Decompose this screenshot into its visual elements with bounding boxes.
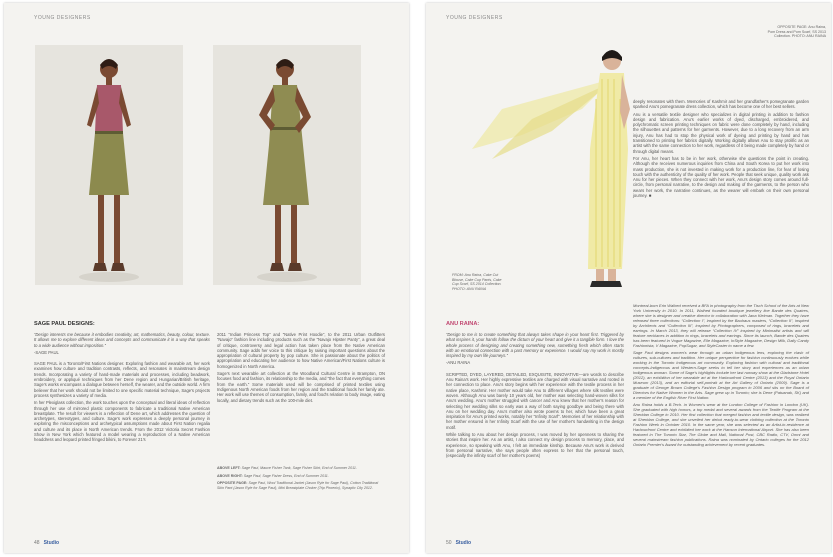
magazine-name: Studio xyxy=(455,540,472,546)
body-paragraph: deeply resonates with them. Memories of Kashmir and her grandfather's pomegranate garden sparked Anu's pomegranate dress collection, which has become one of her best sellers. xyxy=(633,99,809,110)
designer-bios xyxy=(633,303,809,449)
bio-sage-paul: Sage Paul designs women's wear through an urban Indigenous lens, exploring the clash of cultures, sub-cultures and tradition. Her unique perspective for fashion continuously evolves while working in the Toronto Indigenous art community. Exploring fashion with cultural and traditional concepts-Indigenous and Western-Sage seeks to tell her story and experiences as an urban Indigenous woman. Some of Sage's highlights include her last runway show at the Gladstone Hotel (2012), an exhibition of her wearable art at the Harbourfront Centre (2013) and the Royal Ontario Museum (2013), and an editorial self-portrait at the Art Gallery of Ontario (2009). Sage is a graduate of George Brown College's Fashion Design program in 2006 and sits on the Board of Directors for Native Women in the Arts. Sage grew up in Toronto; she is Dene (Patuanak, SK) and a member of the English River First Nation. xyxy=(633,350,809,400)
photo-sage-paul-tank-skirt xyxy=(35,45,183,285)
model-figure-right xyxy=(213,45,361,285)
photo-anu-raina-pom-dress xyxy=(462,39,638,301)
top-caption: OPPOSITE PAGE: Anu Raina, Pom Dress and Pom Scarf, SS 2013 Collection. PHOTO: ANU RAINA xyxy=(767,25,826,39)
page-footer xyxy=(34,540,59,546)
bio-anu-raina: Anu Raina holds a B.Tech. in Women's wear at the London College of Fashion in London (UK). She graduated with high honors, a top medal and several awards from the Textile Program at the Sheridan College in 2010. Her first collection that merged fashion and textile design, was realized at Sheridan College, and she unveiled her debut ready-to-wear clothing collection at the Toronto Fashion Week in October 2010. In the same year, she was selected as an Artist-in-residence at Harbourfront Centre and exhibited her work at the Hanson International Airport. She has also been featured in The Toronto Star, The Globe and Mail, National Post, CBC Radio, CTV, Omni and several mainstream fashion publications. Raina was nominated by Ontario colleges for the 2012 Ontario Premier's Award for outstanding achievement by recent graduates. xyxy=(633,402,809,447)
designer-quote: “Design to me is to create something that always takes shape in your heart first. Triggered by what inspires it, your hands follow the dictum of your heart and give it a tangible form. I love the whole process of designing and creating something new, something fresh which often starts with an emotional connection with a past memory or experience. I would say my work is mostly inspired by my own life journeys.” xyxy=(446,332,624,359)
photo-caption: FROM: Anu Raina, Cake Cut Blouse, Cake Cup Pants, Cake Cup Scarf, SS 2014 Collection. PHOTO: ANU RAINA xyxy=(452,273,502,291)
right-column-1 xyxy=(446,332,624,461)
body-paragraph: 2011 “Indian Princess Top” and “Native Print Hoodie”, to the 2011 Urban Outfitters “Navajo” fashion line including products such as the “Navajo Hipster Panty”, a great deal of critique, controversy and legal action has taken place from the Native American community. Sage adds her voice to this critique by raising important questions about the appropriation of cultural property by pop culture. She is passionate about the politics of appropriation and educating her audience to how Native American/First Nations culture is homogenized in North America. xyxy=(217,332,385,369)
model-figure-yellow xyxy=(462,39,638,301)
photo-captions xyxy=(217,466,385,490)
left-column-1 xyxy=(34,332,210,445)
quote-attribution: -ANU RAINA xyxy=(446,360,471,366)
photo-sage-paul-dress xyxy=(213,45,361,285)
caption-opposite-page: OPPOSITE PAGE: Sage Paul, Wool Traditional Jacket (Jason Ryle for Sage Paul), Cotton Traditional Skin Pant (Jason Ryle for Sage Paul), Mini Breastplate Choker (Trip Phoenix), Synaptic City 2012. xyxy=(217,481,379,490)
caption-above-left: ABOVE LEFT: Sage Paul, Mauve Fisher Tank, Sage Fisher Skirt, End of Summer 2011. xyxy=(217,466,357,470)
magazine-name: Studio xyxy=(43,540,60,546)
left-page xyxy=(4,3,409,553)
page-number: 48 xyxy=(34,540,40,546)
body-paragraph: SCRIPTED, DYED, LAYERED, DETAILED, EXQUISITE, INNOVATIVE—are words to describe Anu Raina's work. Her highly expressive textiles are charged with visual narrative and rooted in her connection to place. Anu's story begins with her experience with the textile process in her native place, Kashmir. Her mother would take Anu to different villages where silk textiles were woven. Although Anu was barely 10 years old, her mother was selecting hand-woven silks for Anu's wedding. Anu's mother struggled with cancer and Anu knew that her mother's reason for selecting her wedding silks so early was a way of both saying goodbye and being there with Anu on her wedding day. Anu's mother also wrote poems to her, which have been a great inspiration for Anu's printed works, notably her “Infinity Scarf”. Memories of her relationship with her mother ensured in her Infinity Scarf with the use of her mother's handwriting in the design motif. xyxy=(446,371,624,430)
body-paragraph: While talking to Anu about her design process, I was moved by her openness to sharing the stories that inspire her. As an artist, I also connect my design process to memory, place, and experience, so speaking with Anu, I felt an immediate kinship. Because Anu's work is derived from personal narrative, she says people often express to her that the personal touch, (especially the infinity scarf of her mother's poems) xyxy=(446,432,624,459)
right-column-2-top xyxy=(633,99,809,200)
body-paragraph: Anu is a versatile textile designer who specializes in digital printing in addition to fashion design and fabrication. Anu's earlier works of dyed, discharged, embroidered, and polychromatic screen printing techniques on fabric were done completely by hand, including the silhouettes and patterns for her garments. However, due to a long recovery from an arm injury, Anu has had to stop the physical work of dyeing and printing by hand and has transitioned to printing her fabrics digitally. Working digitally allows Anu to stay prolific as an artist with the same connection to her work, regardless of it being made completely by hand or through digital means. xyxy=(633,111,809,154)
body-paragraph: In her Plexiglass collection, the work touches upon the conceptual and literal ideas of reflection through her use of mirrored plastic components to fabricate a traditional Native American breastplate. The result for viewers is a reflection of Dene art, which addresses the question of archetypes, stereotypes, and culture. Sage's work expresses a deeply personal journey in exploring the misconceptions and archetypical assumptions made about First Nation regalia and culture and its place in North American trends. From the 2012 Victoria Secret Fashion Show in New York which featured a model wearing a reproduction of a Native American headdress and leopard printed fringed bikini, to Forever 21's xyxy=(34,400,210,443)
quote-attribution: -SAGE PAUL xyxy=(34,349,59,355)
caption-above-right: ABOVE RIGHT: Sage Paul, Sage Fisher Dress, End of Summer 2011. xyxy=(217,473,329,478)
left-column-2 xyxy=(217,332,385,405)
section-label: YOUNG DESIGNERS xyxy=(34,15,91,21)
page-number: 50 xyxy=(446,540,452,546)
right-page xyxy=(426,3,831,553)
body-paragraph: SAGE PAUL is a Toronto/First Nations designer. Exploring fashion and wearable art, her work examines how culture and tradition contrasts, reflects, and resonates in mainstream design trends. Incorporating a variety of hand-made materials and processes, including beadwork, embroidery, or appliqué techniques from her Dene region and Hungarian/British heritage, Sage's works encompass a dialogue between herself, the wearer, and the outside world. A firm believer that her work should not be limited to one specific material technique, Sage's projects process synthesizes a variety of media. xyxy=(34,361,210,398)
body-paragraph: For Anu, her heart has to be in her work, otherwise she questions the point in creating. Although she receives numerous inquiries from China and South Korea to put her work into mass production, she is not invested in making work for a production line, for fear of losing touch with the authenticity of the quality of her work. People that seek unique, quality work ask Anu for her pieces. When they connect with her work, Anu's design story comes around full-circle, from personal narrative, to the design and making of the garments, to the person who wears her work, the narrative continues, as the wearer will embark on their own personal journey. ■ xyxy=(633,155,809,199)
designer-quote: “Design interests me because it embodies creativity, art, mathematics, beauty, colour, texture. It allows me to explore different ideas and concepts and communicate it in a way that speaks to a wide audience without imposition.” xyxy=(34,332,210,348)
designer-heading: ANU RAINA: xyxy=(446,321,480,327)
bio-erin-walhed: Montreal-born Erin Walhed received a BFA in photography from the Tisch School of the Arts at New York University in 2010. In 2011, Walhed founded boutique jewellery line Bande des Quatres, where she is designer and creative director in collaboration with Jana Kielman. Together they have released three collections: “Collection I”, inspired by the Bauhaus masters, “Collection II”, inspired by Architects and “Collection III”, inspired by Photographers, composed of rings, bracelets and earrings. In March 2013, they will release “Collection IV” inspired by Minimalist artists and will feature necklaces in addition to rings, bracelets and earrings. Since its launch, Bande des Quatres has been featured in Vogue Magazine, Elle Magazine, InStyle Magazine, Design Milk, Daily Candy Fashionista, V Magazine, PopSugar, and StyleCaster to name a few. xyxy=(633,303,809,348)
designer-heading: SAGE PAUL DESIGNS: xyxy=(34,321,95,327)
model-figure-left xyxy=(35,45,183,285)
body-paragraph: Sage's next wearable art collection at the Woodland Cultural Centre in Brampton, ON focuses food and fashion, its relationship to the media, and “the fact that everything comes from the earth.” Some materials used will be comprised of printed textiles using Indigenous North American foods from her region and the traditional foods her family ate. Her work will use themes of consumption, family, and food's relation to body image, eating locally, and dietary trends such as the 100-mile diet. xyxy=(217,371,385,403)
page-footer xyxy=(446,540,471,546)
section-label: YOUNG DESIGNERS xyxy=(446,15,503,21)
